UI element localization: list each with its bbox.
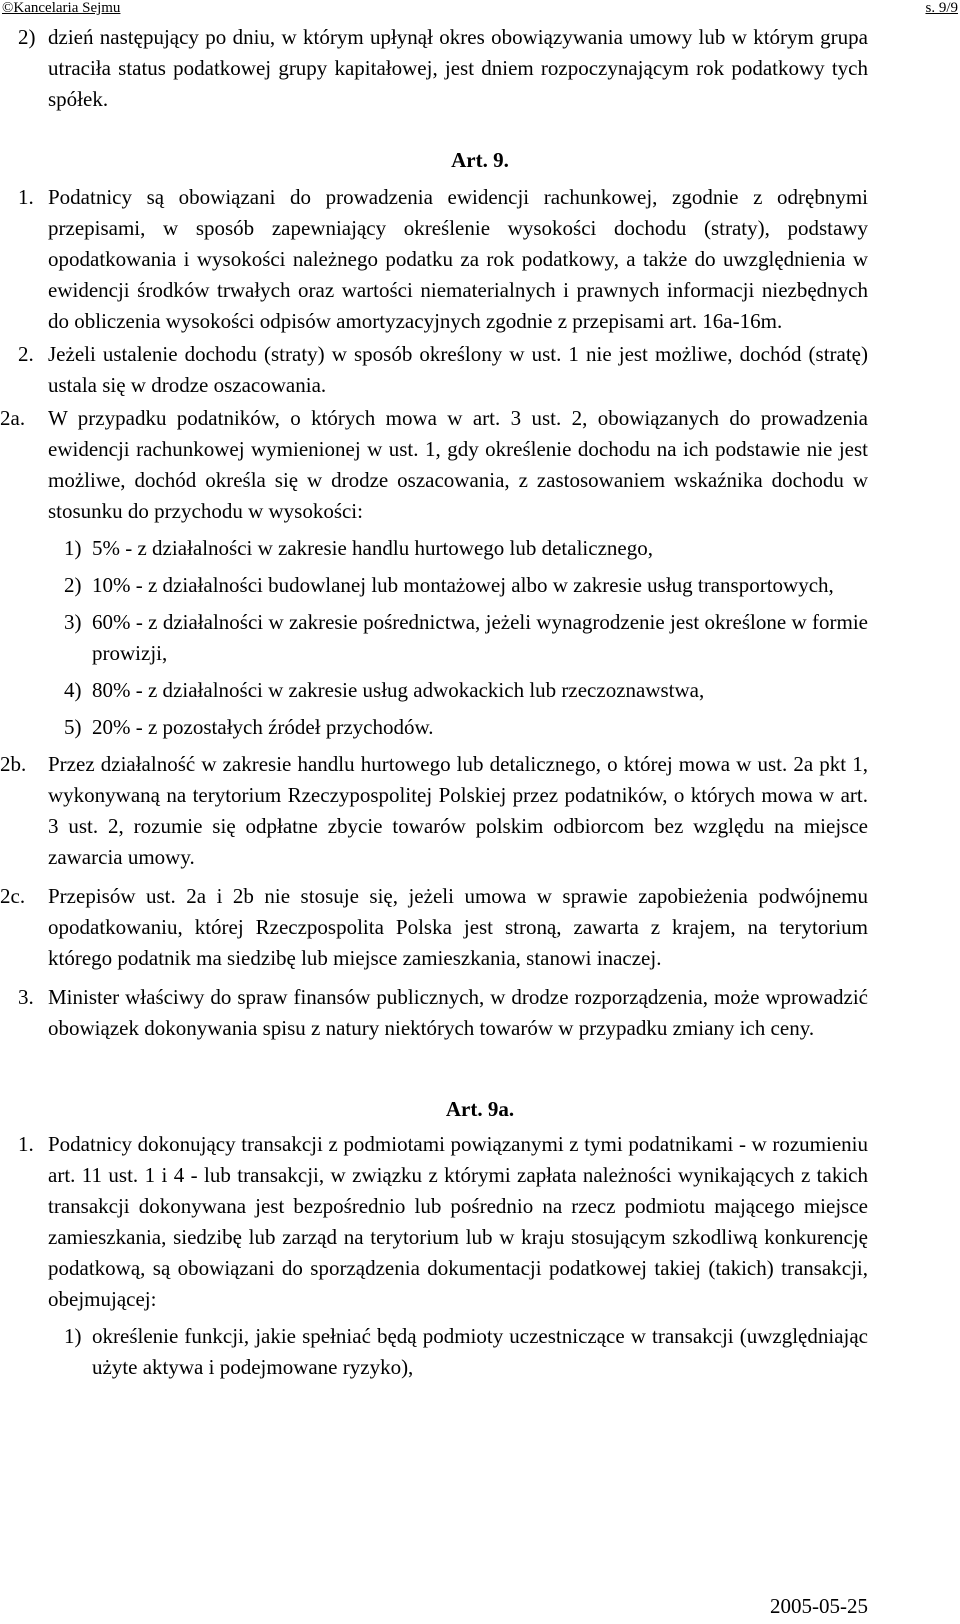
paragraph-text: Minister właściwy do spraw finansów publicznych, w drodze rozporządzenia, może wprowadzić obowiązek dokonywania spisu z natury niektórych towarów w przypadku zmiany ich ceny. xyxy=(48,985,868,1040)
art9a-paragraph-1 xyxy=(0,1129,868,1315)
item-number: 1) xyxy=(64,536,82,560)
intro-item xyxy=(0,22,868,115)
art9-paragraph-2b xyxy=(0,749,868,873)
page-number: s. 9/9 xyxy=(925,0,958,16)
item-number: 4) xyxy=(64,678,82,702)
item-text: 10% - z działalności budowlanej lub montażowej albo w zakresie usług transportowych, xyxy=(92,573,834,597)
item-number: 5) xyxy=(64,715,82,739)
paragraph-number: 2a. xyxy=(0,406,26,430)
art9-paragraph-2a xyxy=(0,403,868,527)
list-item xyxy=(0,570,868,601)
paragraph-number: 2c. xyxy=(0,884,26,908)
list-item xyxy=(0,712,868,743)
item-text: 20% - z pozostałych źródeł przychodów. xyxy=(92,715,434,739)
item-number: 2) xyxy=(64,573,82,597)
paragraph-number: 3. xyxy=(18,985,34,1009)
paragraph-number: 1. xyxy=(18,1132,34,1156)
paragraph-text: Podatnicy dokonujący transakcji z podmiotami powiązanymi z tymi podatnikami - w rozumieniu art. 11 ust. 1 i 4 - lub transakcji, w związku z którymi zapłata należności wynikających z takich transakcji dokonywana jest bezpośrednio lub pośrednio na rzecz podmiotu mającego miejsce zamieszkania, siedzibę lub zarząd na terytorium lub w kraju stosującym szkodliwą konkurencję podatkową, są obowiązani do sporządzenia dokumentacji podatkowej takiej (takich) transakcji, obejmującej: xyxy=(48,1132,868,1311)
item-text: dzień następujący po dniu, w którym upłynął okres obowiązywania umowy lub w którym grupa utraciła status podatkowej grupy kapitałowej, jest dniem rozpoczynającym rok podatkowy tych spółek. xyxy=(48,25,868,111)
article-9-title: Art. 9. xyxy=(451,148,509,172)
paragraph-text: Jeżeli ustalenie dochodu (straty) w sposób określony w ust. 1 nie jest możliwe, dochód (stratę) ustala się w drodze oszacowania. xyxy=(48,342,868,397)
article-9a-title: Art. 9a. xyxy=(445,1097,515,1121)
item-text: 80% - z działalności w zakresie usług adwokackich lub rzeczoznawstwa, xyxy=(92,678,705,702)
paragraph-text: W przypadku podatników, o których mowa w art. 3 ust. 2, obowiązanych do prowadzenia ewidencji rachunkowej wymienionej w ust. 1, gdy określenie dochodu na ich podstawie nie jest możliwe, dochód określa się w drodze oszacowania, z zastosowaniem wskaźnika dochodu w stosunku do przychodu w wysokości: xyxy=(48,406,868,523)
paragraph-number: 2b. xyxy=(0,752,27,776)
list-item xyxy=(0,675,868,706)
art9-paragraph-2c xyxy=(0,881,868,974)
list-item xyxy=(0,607,868,669)
item-number: 3) xyxy=(64,610,82,634)
paragraph-text: Podatnicy są obowiązani do prowadzenia ewidencji rachunkowej, zgodnie z odrębnymi przepisami, w sposób zapewniający określenie wysokości dochodu (straty), podstawy opodatkowania i wysokości należnego podatku za rok podatkowy, a także do uwzględnienia w ewidencji środków trwałych oraz wartości niematerialnych i prawnych informacji niezbędnych do obliczenia wysokości odpisów amortyzacyjnych zgodnie z przepisami art. 16a-16m. xyxy=(48,185,868,333)
page-header xyxy=(0,0,960,20)
paragraph-text: Przepisów ust. 2a i 2b nie stosuje się, jeżeli umowa w sprawie zapobieżenia podwójnemu opodatkowaniu, której Rzeczpospolita Polska jest stroną, zawarta z krajem, na terytorium którego podatnik ma siedzibę lub miejsce zamieszkania, stanowi inaczej. xyxy=(48,884,868,970)
item-number: 2) xyxy=(18,25,36,49)
publisher-label: ©Kancelaria Sejmu xyxy=(2,0,121,16)
paragraph-text: Przez działalność w zakresie handlu hurtowego lub detalicznego, o której mowa w ust. 2a pkt 1, wykonywaną na terytorium Rzeczypospolitej Polskiej przez podatników, o których mowa w art. 3 ust. 2, rozumie się odpłatne zbycie towarów polskim odbiorcom bez względu na miejsce zawarcia umowy. xyxy=(48,752,868,869)
art9-paragraph-1 xyxy=(0,182,868,337)
paragraph-number: 1. xyxy=(18,185,34,209)
item-text: 5% - z działalności w zakresie handlu hurtowego lub detalicznego, xyxy=(92,536,653,560)
paragraph-number: 2. xyxy=(18,342,34,366)
art9-paragraph-3 xyxy=(0,982,868,1044)
list-item xyxy=(0,1321,868,1383)
list-item xyxy=(0,533,868,564)
art9-paragraph-2 xyxy=(0,339,868,401)
item-text: 60% - z działalności w zakresie pośrednictwa, jeżeli wynagrodzenie jest określone w formie prowizji, xyxy=(92,610,868,665)
item-text: określenie funkcji, jakie spełniać będą podmioty uczestniczące w transakcji (uwzględniając użyte aktywa i podejmowane ryzyko), xyxy=(92,1324,868,1379)
document-date: 2005-05-25 xyxy=(770,1594,868,1618)
item-number: 1) xyxy=(64,1324,82,1348)
document-body xyxy=(0,22,960,1389)
